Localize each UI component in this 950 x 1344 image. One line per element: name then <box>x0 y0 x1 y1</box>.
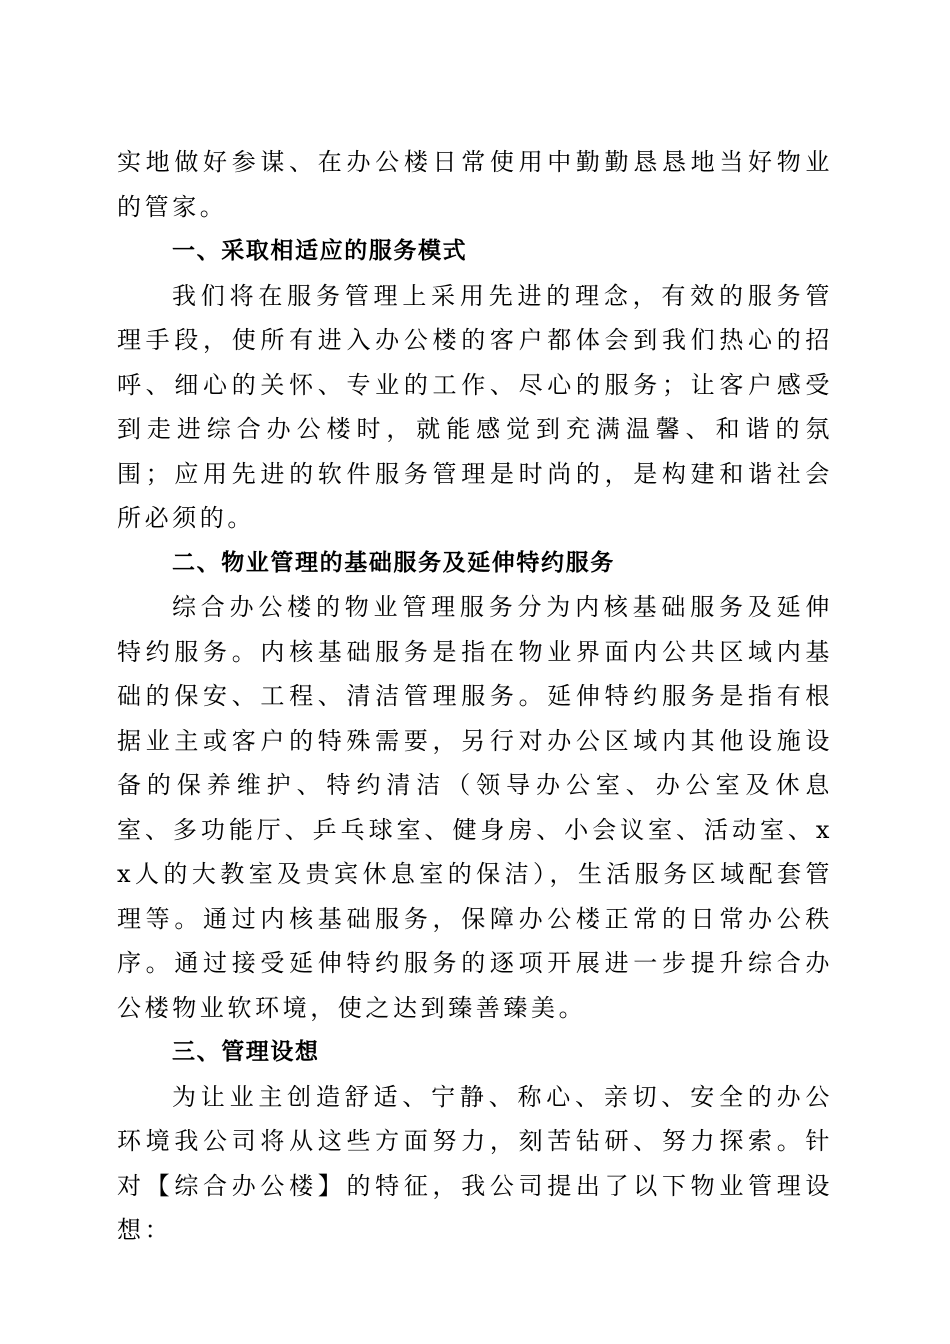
section-1-paragraph: 我们将在服务管理上采用先进的理念，有效的服务管理手段，使所有进入办公楼的客户都体会到我们热心的招呼、细心的关怀、专业的工作、尽心的服务；让客户感受到走进综合办公楼时，就能感觉到充满温馨、和谐的氛围；应用先进的软件服务管理是时尚的，是构建和谐社会所必须的。 <box>117 281 833 532</box>
intro-paragraph: 实地做好参谋、在办公楼日常使用中勤勤恳恳地当好物业的管家。 <box>117 148 833 221</box>
section-2-heading: 二、物业管理的基础服务及延伸特约服务 <box>172 549 615 576</box>
section-3-heading: 三、管理设想 <box>172 1039 320 1065</box>
section-3-paragraph: 为让业主创造舒适、宁静、称心、亲切、安全的办公环境我公司将从这些方面努力，刻苦钻研、努力探索。针对【综合办公楼】的特征，我公司提出了以下物业管理设想： <box>117 1082 833 1244</box>
section-2-paragraph: 综合办公楼的物业管理服务分为内核基础服务及延伸特约服务。内核基础服务是指在物业界面内公共区域内基础的保安、工程、清洁管理服务。延伸特约服务是指有根据业主或客户的特殊需要，另行对办公区域内其他设施设备的保养维护、特约清洁（领导办公室、办公室及休息室、多功能厅、乒乓球室、健身房、小会议室、活动室、xx人的大教室及贵宾休息室的保洁），生活服务区域配套管理等。通过内核基础服务，保障办公楼正常的日常办公秩序。通过接受延伸特约服务的逐项开展进一步提升综合办公楼物业软环境，使之达到臻善臻美。 <box>117 593 833 1022</box>
document-body <box>117 140 833 1253</box>
section-1-heading: 一、采取相适应的服务模式 <box>172 238 468 264</box>
